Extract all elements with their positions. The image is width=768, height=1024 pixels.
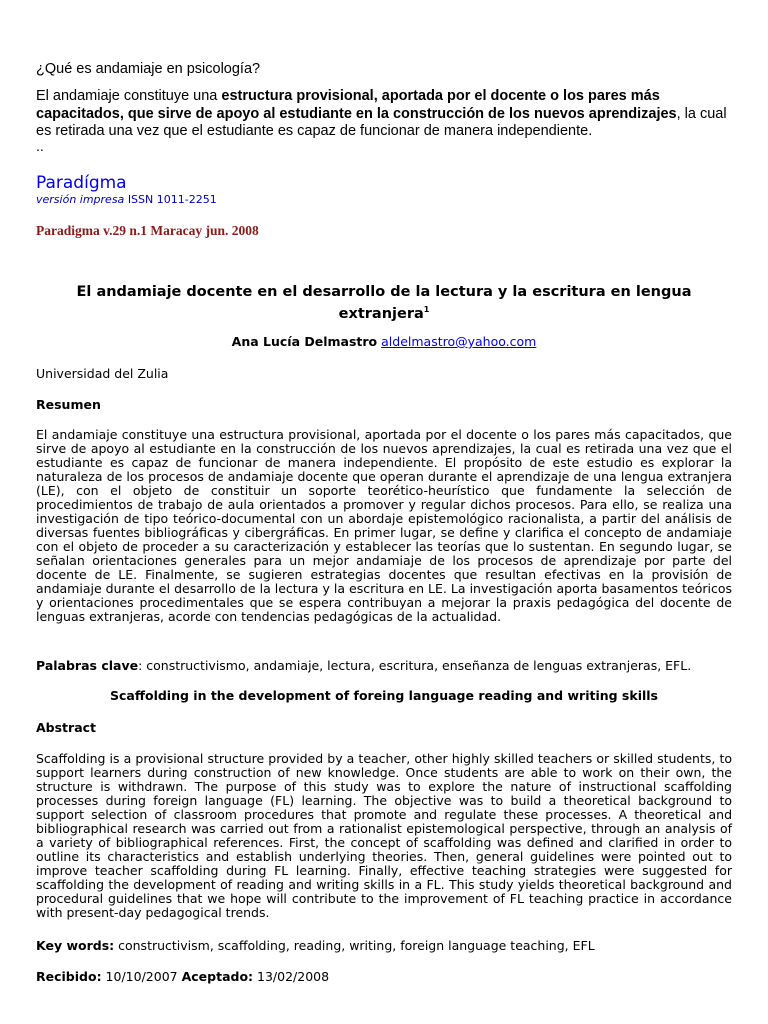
- version-label: versión impresa: [36, 193, 125, 206]
- journal-citation: Paradigma v.29 n.1 Maracay jun. 2008: [36, 223, 259, 238]
- snippet-ellipsis: ..: [36, 138, 44, 154]
- recibido-label: Recibido:: [36, 969, 102, 984]
- dates-line: [36, 969, 732, 985]
- aceptado-label: Aceptado:: [181, 969, 254, 984]
- journal-title: [36, 172, 732, 194]
- resumen-heading: Resumen: [36, 397, 101, 412]
- snippet-answer-intro: El andamiaje constituye una: [36, 88, 222, 104]
- aceptado-date: 13/02/2008: [253, 969, 330, 984]
- abstract-heading: Abstract: [36, 720, 97, 735]
- author-email-link[interactable]: aldelmastro@yahoo.com: [381, 334, 537, 349]
- title-footnote[interactable]: 1: [423, 305, 430, 314]
- key-words: [36, 938, 732, 954]
- affiliation: Universidad del Zulia: [36, 366, 169, 381]
- article-title: [36, 284, 732, 323]
- issn-number: ISSN 1011-2251: [127, 193, 217, 206]
- journal-link[interactable]: Paradígma: [36, 173, 127, 193]
- article-title-text: El andamiaje docente en el desarrollo de la lectura y la escritura en lengua extranjera: [76, 284, 692, 322]
- recibido-date: 10/10/2007: [101, 969, 182, 984]
- author-line: [36, 334, 732, 350]
- key-words-text: constructivism, scaffolding, reading, writing, foreign language teaching, EFL: [114, 938, 595, 953]
- author-name: Ana Lucía Delmastro: [231, 334, 378, 349]
- palabras-clave-label: Palabras clave: [36, 658, 139, 673]
- snippet-answer-rest: , la cual es retirada una vez que el estudiante es capaz de funcionar de manera independiente.: [36, 105, 727, 139]
- journal-issn: [36, 193, 732, 207]
- abstract-text: Scaffolding is a provisional structure provided by a teacher, other highly skilled teachers or skilled students, to support learners during construction of new knowledge. Once students are able to work on their own, the structure is withdrawn. The purpose of this study was to explore the nature of instructional scaffolding processes during foreign language (FL) learning. The objective was to build a theoretical background to support selection of classroom procedures that promote and regulate these processes. A theoretical and bibliographical research was carried out from a rationalist epistemological perspective, through an analysis of a variety of bibliographical references. First, the concept of scaffolding was defined and clarified in order to outline its characteristics and establish underlying theories. Then, general guidelines were pointed out to improve teacher scaffolding during FL learning. Finally, effective teaching strategies were suggested for scaffolding the development of reading and writing skills in a FL. This study yields theoretical background and procedural guidelines that we hope will contribute to the improvement of FL teaching practice in accordance with present-day pedagogical trends.: [36, 751, 732, 920]
- palabras-clave-text: : constructivismo, andamiaje, lectura, escritura, enseñanza de lenguas extranjeras, EFL.: [138, 658, 692, 673]
- english-title: Scaffolding in the development of foreing language reading and writing skills: [110, 688, 658, 703]
- key-words-label: Key words:: [36, 938, 115, 953]
- resumen-text: El andamiaje constituye una estructura provisional, aportada por el docente o los pares más capacitados, que sirve de apoyo al estudiante en la construcción de los nuevos aprendizajes, la cual es retirada una vez que el estudiante es capaz de funcionar de manera independiente. El propósito de este estudio es explorar la naturaleza de los procesos de andamiaje docente que operan durante el aprendizaje de una lengua extranjera (LE), con el objeto de constituir un soporte teorético-heurístico que fundamente la selección de procedimientos de trabajo de aula orientados a promover y regular dichos procesos. Para ello, se realiza una investigación de tipo teórico-documental con un abordaje epistemológico racionalista, a partir del análisis de diversas fuentes bibliográficas y cibergráficas. En primer lugar, se define y clarifica el concepto de andamiaje con el objeto de proceder a su caracterización y establecer las teorías que lo sustentan. En segundo lugar, se señalan orientaciones generales para un mejor andamiaje de los procesos de aprendizaje por parte del docente de LE. Finalmente, se sugieren estrategias docentes que resultan efectivas en la provisión de andamiaje durante el desarrollo de la lectura y la escritura en LE. La investigación aporta basamentos teóricos y orientaciones procedimentales que se espera contribuyan a mejorar la praxis pedagógica del docente de lenguas extranjeras, acorde con tendencias pedagógicas de la actualidad.: [36, 427, 732, 624]
- snippet-answer: [36, 88, 732, 141]
- palabras-clave: [36, 658, 732, 674]
- snippet-answer-bold: estructura provisional, aportada por el docente o los pares más capacitados, que sirve de apoyo al estudiante en la construcción de los nuevos aprendizajes: [36, 88, 677, 122]
- snippet-question: ¿Qué es andamiaje en psicología?: [36, 61, 261, 77]
